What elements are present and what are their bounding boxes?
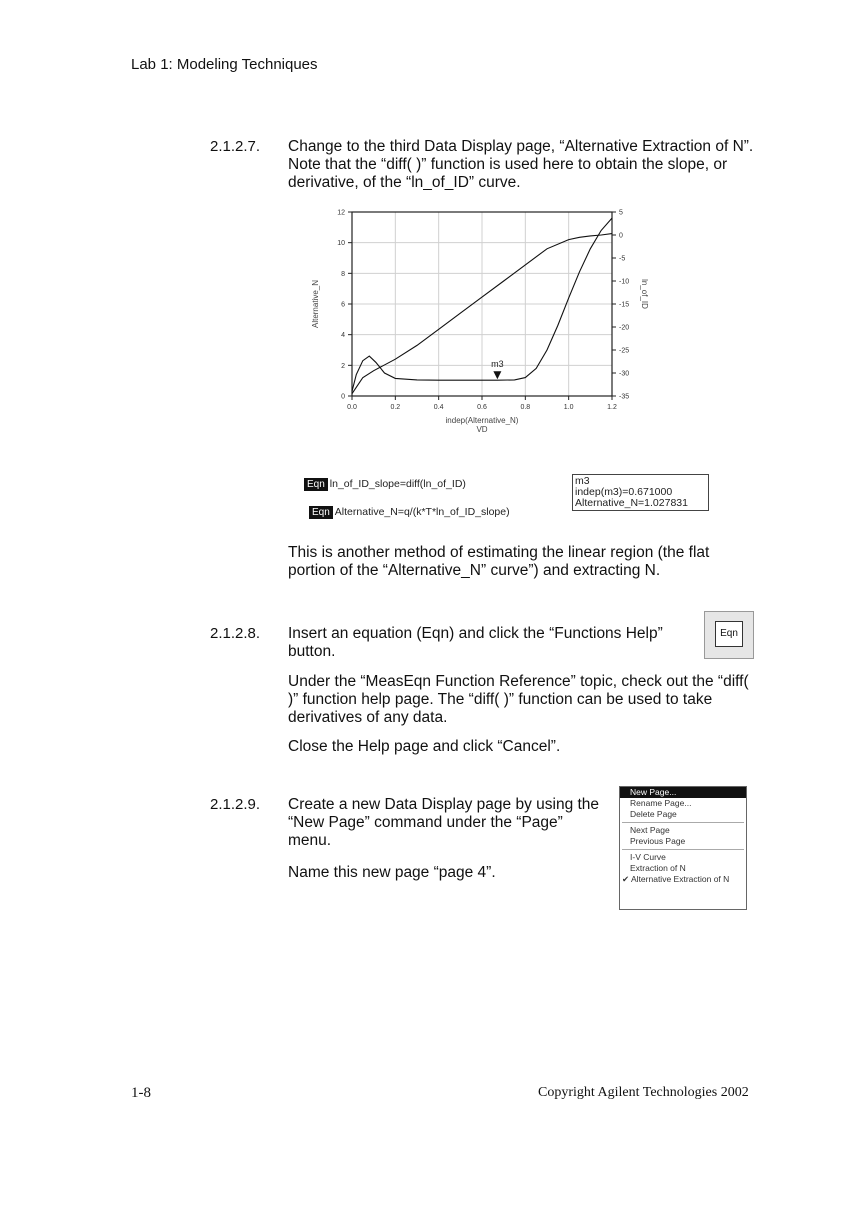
y-right-tick-label: -5 (619, 255, 626, 263)
y-right-tick-label: -15 (619, 301, 630, 309)
menu-item-next-page[interactable]: Next Page (630, 825, 670, 835)
y-left-axis-label: Alternative_N (311, 279, 320, 329)
section-text: Change to the third Data Display page, “Alternative Extraction of N”. Note that the “diff( )” function is used here to obtain the slope, or derivative, of the “ln_of_ID” curve. (288, 138, 754, 191)
menu-item-delete-page[interactable]: Delete Page (630, 809, 677, 819)
y-left-tick-label: 8 (341, 270, 345, 278)
section-text: Create a new Data Display page by using the “New Page” command under the “Page” menu. (288, 796, 600, 849)
paragraph-close: Close the Help page and click “Cancel”. (288, 738, 561, 755)
y-left-tick-label: 4 (341, 332, 345, 340)
menu-separator (622, 822, 744, 823)
alternative-n-chart (300, 202, 660, 462)
menu-item-extraction-of-n[interactable]: Extraction of N (630, 863, 686, 873)
checkmark-icon: ✔ (622, 874, 632, 884)
x-tick-label: 0.0 (347, 404, 357, 411)
section-number: 2.1.2.7. (210, 138, 261, 155)
x-axis-sublabel: VD (476, 425, 488, 434)
eqn-button[interactable]: Eqn (715, 621, 743, 647)
y-right-tick-label: -20 (619, 324, 630, 332)
y-right-tick-label: 0 (619, 232, 623, 240)
y-right-axis-label: ln_of_ID (640, 279, 649, 309)
menu-item-previous-page[interactable]: Previous Page (630, 836, 686, 846)
x-tick-label: 0.2 (390, 404, 401, 411)
marker-m3-icon (493, 371, 501, 379)
section-number: 2.1.2.8. (210, 625, 261, 642)
y-right-tick-label: -25 (619, 347, 630, 355)
y-left-tick-label: 12 (337, 209, 345, 217)
marker-name: m3 (575, 475, 590, 487)
x-tick-label: 0.4 (433, 404, 444, 411)
paragraph-method: This is another method of estimating the linear region (the flat portion of the “Alternative_N” curve”) and extracting N. (288, 544, 710, 579)
page-menu (619, 786, 747, 910)
equation-text: ln_of_ID_slope=diff(ln_of_ID) (329, 478, 466, 490)
x-tick-label: 0.6 (477, 404, 487, 411)
equation-slope[interactable] (304, 478, 466, 491)
y-left-tick-label: 10 (337, 240, 345, 248)
x-tick-label: 1.2 (607, 404, 617, 411)
menu-item-label: Alternative Extraction of N (631, 874, 730, 884)
y-right-tick-label: 5 (619, 209, 623, 217)
y-right-tick-label: -10 (619, 278, 630, 286)
section-text: Insert an equation (Eqn) and click the “Functions Help” button. (288, 625, 663, 660)
eqn-tag: Eqn (304, 478, 328, 491)
eqn-toolbar-area (704, 611, 754, 659)
menu-separator (622, 849, 744, 850)
marker-indep: indep(m3)=0.671000 (575, 486, 673, 498)
y-right-tick-label: -35 (619, 393, 630, 401)
paragraph-name-page: Name this new page “page 4”. (288, 864, 496, 881)
section-number: 2.1.2.9. (210, 796, 261, 813)
y-left-tick-label: 0 (341, 393, 345, 401)
copyright: Copyright Agilent Technologies 2002 (538, 1085, 749, 1100)
eqn-tag: Eqn (309, 506, 333, 519)
x-tick-label: 1.0 (563, 404, 574, 411)
y-left-tick-label: 6 (341, 301, 345, 309)
y-right-tick-label: -30 (619, 370, 630, 378)
marker-value: Alternative_N=1.027831 (575, 497, 688, 509)
menu-item-new-page[interactable]: New Page... (620, 787, 746, 798)
equation-alternative-n[interactable] (309, 506, 510, 519)
menu-item-iv-curve[interactable]: I-V Curve (630, 852, 666, 862)
marker-m3-label: m3 (491, 359, 504, 370)
menu-item-rename-page[interactable]: Rename Page... (630, 798, 692, 808)
menu-item-alternative-extraction[interactable] (620, 874, 746, 885)
marker-readout (572, 474, 709, 511)
x-axis-label: indep(Alternative_N) (445, 416, 519, 425)
page-header: Lab 1: Modeling Techniques (131, 56, 318, 73)
y-left-tick-label: 2 (341, 362, 345, 370)
page-number: 1-8 (131, 1085, 151, 1101)
x-tick-label: 0.8 (520, 404, 531, 411)
paragraph-measeqn: Under the “MeasEqn Function Reference” topic, check out the “diff( )” function help page. The “diff( )” function can be used to take derivatives of any data. (288, 673, 749, 726)
equation-text: Alternative_N=q/(k*T*ln_of_ID_slope) (334, 506, 510, 518)
